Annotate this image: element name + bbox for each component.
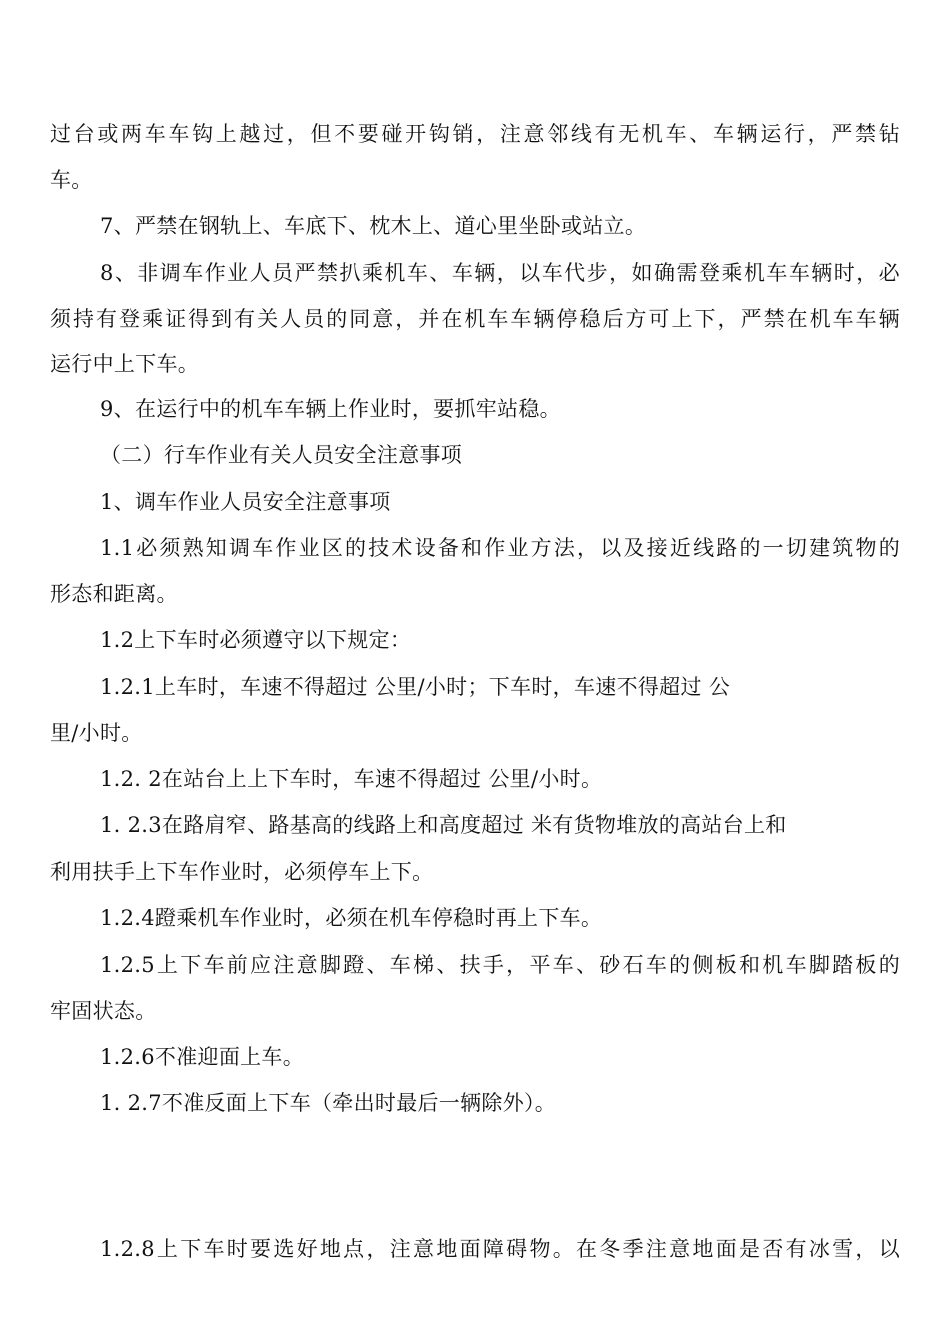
section-heading: （二）行车作业有关人员安全注意事项: [100, 443, 463, 467]
para-1-2-5-line-1: 1.2.5上下车前应注意脚蹬、车梯、扶手，平车、砂石车的侧板和机车脚踏板的: [100, 953, 900, 977]
para-3-line-2: 须持有登乘证得到有关人员的同意，并在机车车辆停稳后方可上下，严禁在机车车辆: [50, 307, 900, 331]
para-1-2-7-line-1: 1. 2.7不准反面上下车（牵出时最后一辆除外）。: [100, 1091, 557, 1115]
para-3-line-3: 运行中上下车。: [50, 352, 200, 376]
para-1-2-3-line-2: 利用扶手上下车作业时，必须停车上下。: [50, 860, 434, 884]
para-1-1-line-1: 1.1必须熟知调车作业区的技术设备和作业方法，以及接近线路的一切建筑物的: [100, 536, 900, 560]
para-1-2-4-line-1: 1.2.4蹬乘机车作业时，必须在机车停稳时再上下车。: [100, 906, 603, 930]
para-3-line-1: 8、非调车作业人员严禁扒乘机车、车辆，以车代步，如确需登乘机车车辆时，必: [100, 261, 900, 285]
para-1-2-2-line-1: 1.2. 2在站台上上下车时，车速不得超过 公里/小时。: [100, 767, 603, 791]
para-1-2-line-1: 1.2上下车时必须遵守以下规定：: [100, 628, 412, 652]
para-2-line-1: 7、严禁在钢轨上、车底下、枕木上、道心里坐卧或站立。: [100, 214, 647, 238]
subsection-heading: 1、调车作业人员安全注意事项: [100, 490, 391, 514]
para-1-1-line-2: 形态和距离。: [50, 582, 178, 606]
para-4-line-1: 9、在运行中的机车车辆上作业时，要抓牢站稳。: [100, 397, 561, 421]
para-1-line-1: 过台或两车车钩上越过，但不要碰开钩销，注意邻线有无机车、车辆运行，严禁钻: [50, 122, 900, 146]
para-1-line-2: 车。: [50, 168, 93, 192]
para-1-2-5-line-2: 牢固状态。: [50, 999, 157, 1023]
para-1-2-6-line-1: 1.2.6不准迎面上车。: [100, 1045, 305, 1069]
para-1-2-1-line-1: 1.2.1上车时，车速不得超过 公里/小时；下车时，车速不得超过 公: [100, 675, 731, 699]
para-1-2-8-line-1: 1.2.8上下车时要选好地点，注意地面障碍物。在冬季注意地面是否有冰雪，以: [100, 1237, 900, 1261]
para-1-2-3-line-1: 1. 2.3在路肩窄、路基高的线路上和高度超过 米有货物堆放的高站台上和: [100, 813, 787, 837]
para-1-2-1-line-2: 里/小时。: [50, 721, 143, 745]
